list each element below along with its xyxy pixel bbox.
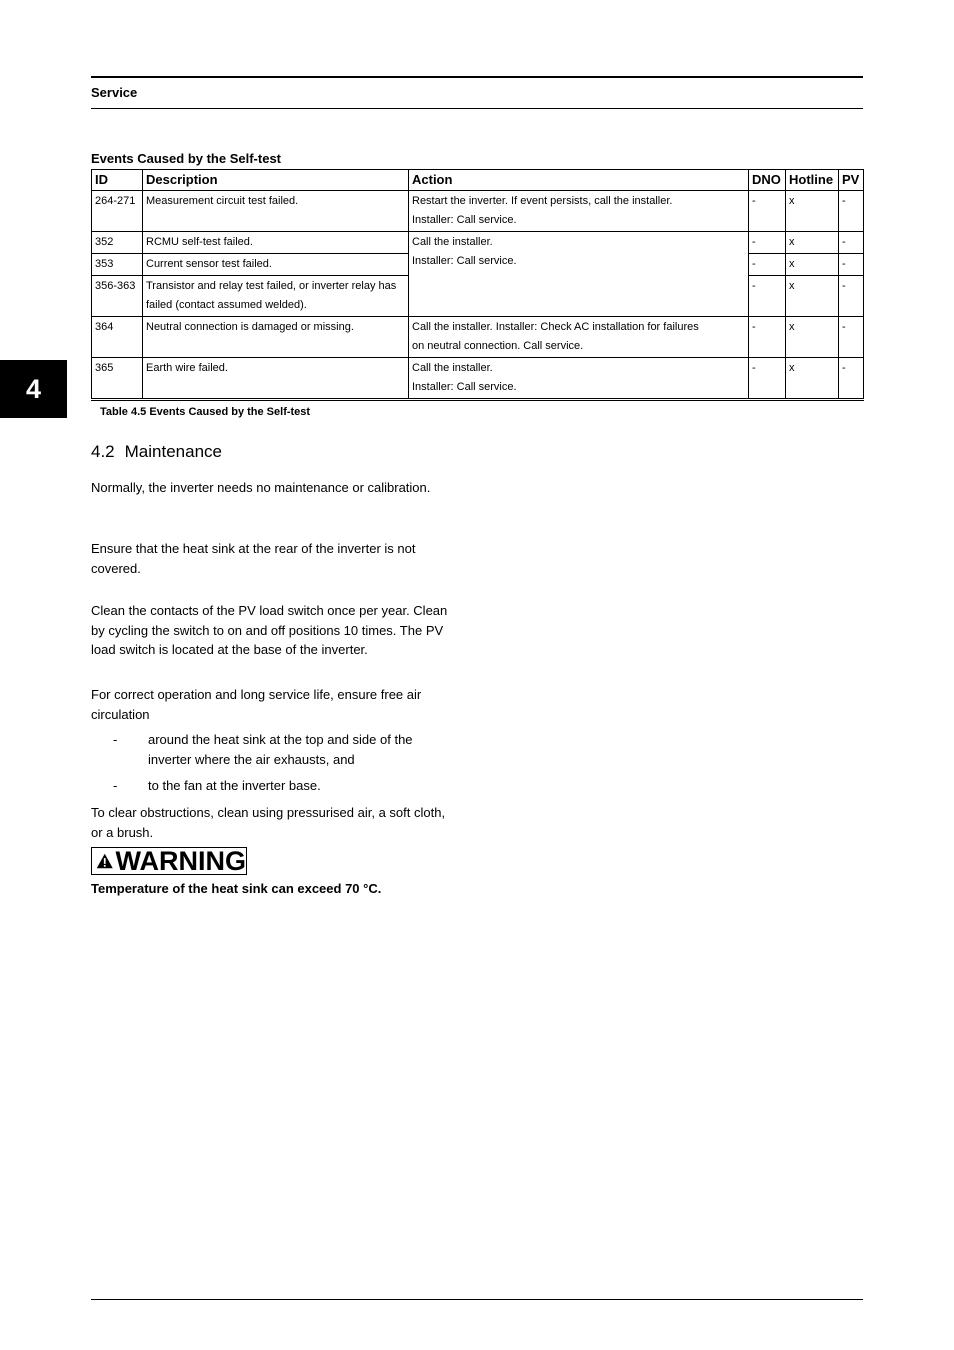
cell-dno: - [749, 317, 786, 358]
cell-hotline: x [786, 317, 839, 358]
cell-hotline: x [786, 191, 839, 232]
list-item [113, 730, 453, 769]
cell-id: 364 [92, 317, 143, 358]
table-row [92, 317, 864, 358]
section-title: Maintenance [124, 442, 222, 461]
paragraph: To clear obstructions, clean using pressurised air, a soft cloth, or a brush. [91, 805, 446, 840]
cell-pv: - [839, 276, 864, 317]
list-item [113, 776, 453, 796]
cell-id: 264-271 [92, 191, 143, 232]
cell-hotline: x [786, 276, 839, 317]
cell-description: RCMU self-test failed. [143, 232, 409, 254]
action-line: Installer: Call service. [412, 214, 517, 226]
action-line: Call the installer. [412, 362, 493, 374]
table-title: Events Caused by the Self-test [91, 151, 281, 166]
header-rule-top [91, 76, 863, 78]
action-line: on neutral connection. Call service. [412, 340, 584, 352]
paragraph: Clean the contacts of the PV load switch once per year. Clean by cycling the switch to on and off positions 10 times. The PV load switch is located at the base of the inverter. [91, 603, 448, 657]
cell-description: Transistor and relay test failed, or inverter relay has failed (contact assumed welded). [143, 276, 409, 317]
chapter-tab: 4 [0, 360, 67, 418]
bullet-text: around the heat sink at the top and side of the inverter where the air exhausts, and [148, 732, 413, 767]
cell-id: 353 [92, 254, 143, 276]
action-line: Restart the inverter. If event persists, call the installer. [412, 195, 673, 207]
cell-action [409, 232, 749, 317]
action-line: Installer: Call service. [412, 381, 517, 393]
paragraph: For correct operation and long service life, ensure free air circulation [91, 687, 422, 722]
running-header: Service [91, 85, 138, 100]
cell-pv: - [839, 232, 864, 254]
column-header-action: Action [409, 170, 749, 191]
section-number: 4.2 [91, 442, 115, 461]
warning-text: Temperature of the heat sink can exceed 70 °C. [91, 881, 382, 896]
paragraph: Ensure that the heat sink at the rear of the inverter is not covered. [91, 541, 416, 576]
bullet-text: to the fan at the inverter base. [148, 778, 321, 793]
cell-description: Current sensor test failed. [143, 254, 409, 276]
column-header-description: Description [143, 170, 409, 191]
bullet-dash: - [113, 732, 118, 747]
cell-dno: - [749, 358, 786, 400]
cell-pv: - [839, 358, 864, 400]
warning-box [91, 847, 247, 875]
column-header-pv: PV [839, 170, 864, 191]
footer-rule [91, 1299, 863, 1300]
cell-description: Measurement circuit test failed. [143, 191, 409, 232]
events-table [91, 169, 864, 401]
paragraph: Normally, the inverter needs no maintenance or calibration. [91, 480, 431, 495]
cell-action [409, 191, 749, 232]
cell-dno: - [749, 191, 786, 232]
cell-pv: - [839, 254, 864, 276]
table-header-row [92, 170, 864, 191]
cell-id: 352 [92, 232, 143, 254]
warning-triangle-icon [96, 851, 114, 871]
cell-action [409, 317, 749, 358]
cell-pv: - [839, 191, 864, 232]
cell-hotline: x [786, 254, 839, 276]
action-line: Installer: Call service. [412, 255, 517, 267]
column-header-dno: DNO [749, 170, 786, 191]
bullet-dash: - [113, 778, 118, 793]
cell-action [409, 358, 749, 400]
action-line: Call the installer. [412, 236, 493, 248]
cell-id: 365 [92, 358, 143, 400]
table-row [92, 232, 864, 254]
warning-label: WARNING [115, 845, 246, 876]
action-line: Call the installer. Installer: Check AC installation for failures [412, 321, 699, 333]
cell-hotline: x [786, 232, 839, 254]
cell-dno: - [749, 232, 786, 254]
table-row [92, 191, 864, 232]
cell-dno: - [749, 276, 786, 317]
cell-pv: - [839, 317, 864, 358]
column-header-id: ID [92, 170, 143, 191]
table-row [92, 358, 864, 400]
section-heading [91, 442, 222, 462]
cell-dno: - [749, 254, 786, 276]
cell-description: Earth wire failed. [143, 358, 409, 400]
cell-hotline: x [786, 358, 839, 400]
cell-description: Neutral connection is damaged or missing. [143, 317, 409, 358]
table-caption: Table 4.5 Events Caused by the Self-test [100, 406, 311, 418]
cell-id: 356-363 [92, 276, 143, 317]
header-rule-bottom [91, 108, 863, 109]
column-header-hotline: Hotline [786, 170, 839, 191]
